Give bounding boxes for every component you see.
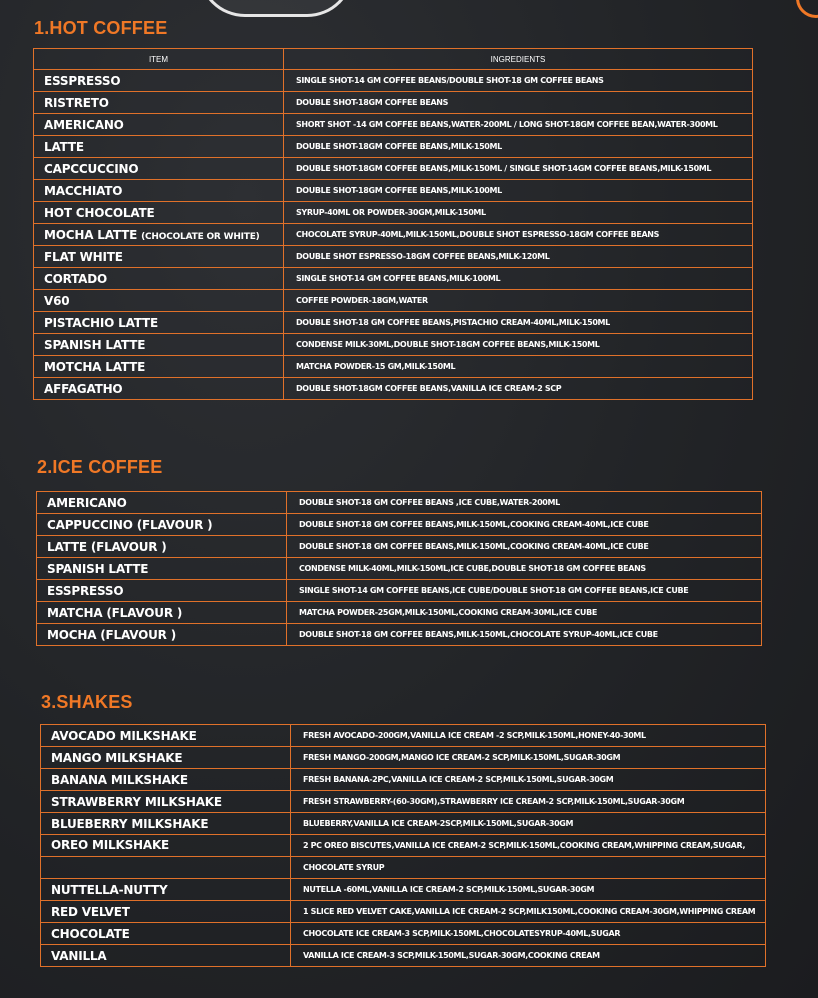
- table-row: [41, 835, 766, 879]
- item-ingredients: CONDENSE MILK-40ML,MILK-150ML,ICE CUBE,DOUBLE SHOT-18 GM COFFEE BEANS: [287, 558, 762, 580]
- item-ingredients: DOUBLE SHOT-18 GM COFFEE BEANS,MILK-150ML,COOKING CREAM-40ML,ICE CUBE: [287, 514, 762, 536]
- item-name: RISTRETO: [34, 92, 284, 114]
- item-ingredients: DOUBLE SHOT-18GM COFFEE BEANS,MILK-150ML: [284, 136, 753, 158]
- item-name: AMERICANO: [37, 492, 287, 514]
- item-name: RED VELVET: [41, 901, 291, 923]
- table-row: [34, 114, 753, 136]
- shakes-table: [40, 724, 766, 967]
- item-ingredients: SINGLE SHOT-14 GM COFFEE BEANS,ICE CUBE/DOUBLE SHOT-18 GM COFFEE BEANS,ICE CUBE: [287, 580, 762, 602]
- item-name: AMERICANO: [34, 114, 284, 136]
- item-ingredients: SINGLE SHOT-14 GM COFFEE BEANS,MILK-100ML: [284, 268, 753, 290]
- item-name: LATTE: [34, 136, 284, 158]
- item-ingredients: FRESH AVOCADO-200GM,VANILLA ICE CREAM -2 SCP,MILK-150ML,HONEY-40-30ML: [291, 725, 766, 747]
- item-name: SPANISH LATTE: [37, 558, 287, 580]
- column-header-item: ITEM: [34, 49, 284, 70]
- item-ingredients: COFFEE POWDER-18GM,WATER: [284, 290, 753, 312]
- item-ingredients: SINGLE SHOT-14 GM COFFEE BEANS/DOUBLE SHOT-18 GM COFFEE BEANS: [284, 70, 753, 92]
- item-ingredients: CHOCOLATE SYRUP-40ML,MILK-150ML,DOUBLE SHOT ESPRESSO-18GM COFFEE BEANS: [284, 224, 753, 246]
- item-name: BLUEBERRY MILKSHAKE: [41, 813, 291, 835]
- item-name: SPANISH LATTE: [34, 334, 284, 356]
- corner-decoration: [796, 0, 818, 18]
- item-name: BANANA MILKSHAKE: [41, 769, 291, 791]
- item-ingredients-continuation: CHOCOLATE SYRUP: [303, 863, 385, 872]
- item-ingredients: DOUBLE SHOT-18GM COFFEE BEANS,VANILLA ICE CREAM-2 SCP: [284, 378, 753, 400]
- item-name: PISTACHIO LATTE: [34, 312, 284, 334]
- item-name: ESSPRESSO: [37, 580, 287, 602]
- item-ingredients-cell: [291, 835, 766, 879]
- table-row: [34, 378, 753, 400]
- table-row: [34, 70, 753, 92]
- table-row: [37, 536, 762, 558]
- table-row: [41, 923, 766, 945]
- item-name: MATCHA (FLAVOUR ): [37, 602, 287, 624]
- table-row: [37, 580, 762, 602]
- item-name: LATTE (FLAVOUR ): [37, 536, 287, 558]
- item-ingredients: FRESH MANGO-200GM,MANGO ICE CREAM-2 SCP,MILK-150ML,SUGAR-30GM: [291, 747, 766, 769]
- table-row: [34, 246, 753, 268]
- table-row: [37, 514, 762, 536]
- table-row: [41, 791, 766, 813]
- item-ingredients: MATCHA POWDER-15 GM,MILK-150ML: [284, 356, 753, 378]
- item-ingredients: MATCHA POWDER-25GM,MILK-150ML,COOKING CREAM-30ML,ICE CUBE: [287, 602, 762, 624]
- section-title-hot-coffee: 1.HOT COFFEE: [34, 18, 168, 38]
- table-row: [41, 725, 766, 747]
- item-ingredients: FRESH STRAWBERRY-(60-30GM),STRAWBERRY ICE CREAM-2 SCP,MILK-150ML,SUGAR-30GM: [291, 791, 766, 813]
- table-row: [37, 558, 762, 580]
- table-row: [34, 224, 753, 246]
- table-row: [34, 180, 753, 202]
- table-row: [41, 901, 766, 923]
- item-ingredients: CONDENSE MILK-30ML,DOUBLE SHOT-18GM COFFEE BEANS,MILK-150ML: [284, 334, 753, 356]
- item-note: (CHOCOLATE OR WHITE): [141, 231, 260, 242]
- item-name: NUTTELLA-NUTTY: [41, 879, 291, 901]
- item-name: V60: [34, 290, 284, 312]
- item-ingredients: FRESH BANANA-2PC,VANILLA ICE CREAM-2 SCP,MILK-150ML,SUGAR-30GM: [291, 769, 766, 791]
- item-name: MACCHIATO: [34, 180, 284, 202]
- table-row: [41, 813, 766, 835]
- table-row: [41, 769, 766, 791]
- item-ingredients: VANILLA ICE CREAM-3 SCP,MILK-150ML,SUGAR-30GM,COOKING CREAM: [291, 945, 766, 967]
- item-name: AVOCADO MILKSHAKE: [41, 725, 291, 747]
- item-name: CAPPUCCINO (FLAVOUR ): [37, 514, 287, 536]
- hot-coffee-table: [33, 48, 753, 400]
- ice-coffee-table: [36, 491, 762, 646]
- item-ingredients: DOUBLE SHOT-18 GM COFFEE BEANS ,ICE CUBE,WATER-200ML: [287, 492, 762, 514]
- table-row: [41, 945, 766, 967]
- item-name: MOCHA LATTE: [44, 227, 138, 242]
- item-name: AFFAGATHO: [34, 378, 284, 400]
- item-name: OREO MILKSHAKE: [41, 835, 290, 857]
- table-header-row: [34, 49, 753, 70]
- item-ingredients: SHORT SHOT -14 GM COFFEE BEANS,WATER-200ML / LONG SHOT-18GM COFFEE BEAN,WATER-300ML: [284, 114, 753, 136]
- item-ingredients: 2 PC OREO BISCUTES,VANILLA ICE CREAM-2 SCP,MILK-150ML,COOKING CREAM,WHIPPING CREAM,SUGAR,: [291, 835, 765, 857]
- item-name: ESSPRESSO: [34, 70, 284, 92]
- item-ingredients: DOUBLE SHOT-18 GM COFFEE BEANS,MILK-150ML,CHOCOLATE SYRUP-40ML,ICE CUBE: [287, 624, 762, 646]
- item-ingredients: CHOCOLATE ICE CREAM-3 SCP,MILK-150ML,CHOCOLATESYRUP-40ML,SUGAR: [291, 923, 766, 945]
- section-title-ice-coffee: 2.ICE COFFEE: [37, 457, 163, 477]
- item-name: FLAT WHITE: [34, 246, 284, 268]
- table-row: [34, 312, 753, 334]
- table-row: [41, 879, 766, 901]
- section-title-shakes: 3.SHAKES: [41, 692, 133, 712]
- item-ingredients: BLUEBERRY,VANILLA ICE CREAM-2SCP,MILK-150ML,SUGAR-30GM: [291, 813, 766, 835]
- item-name-cell: [41, 835, 291, 879]
- item-ingredients: DOUBLE SHOT-18GM COFFEE BEANS: [284, 92, 753, 114]
- table-row: [34, 334, 753, 356]
- item-name: VANILLA: [41, 945, 291, 967]
- table-row: [34, 158, 753, 180]
- table-row: [34, 92, 753, 114]
- item-name: STRAWBERRY MILKSHAKE: [41, 791, 291, 813]
- item-ingredients: DOUBLE SHOT-18 GM COFFEE BEANS,MILK-150ML,COOKING CREAM-40ML,ICE CUBE: [287, 536, 762, 558]
- table-row: [37, 624, 762, 646]
- column-header-ingredients: INGREDIENTS: [284, 49, 753, 70]
- item-ingredients: SYRUP-40ML OR POWDER-30GM,MILK-150ML: [284, 202, 753, 224]
- table-row: [34, 202, 753, 224]
- item-name: HOT CHOCOLATE: [34, 202, 284, 224]
- table-row: [34, 356, 753, 378]
- item-ingredients: NUTELLA -60ML,VANILLA ICE CREAM-2 SCP,MILK-150ML,SUGAR-30GM: [291, 879, 766, 901]
- item-name: MOTCHA LATTE: [34, 356, 284, 378]
- brand-logo-fragment: [198, 0, 354, 17]
- table-row: [34, 136, 753, 158]
- item-ingredients: DOUBLE SHOT-18 GM COFFEE BEANS,PISTACHIO CREAM-40ML,MILK-150ML: [284, 312, 753, 334]
- item-name-cell: [34, 224, 284, 246]
- item-ingredients: DOUBLE SHOT ESPRESSO-18GM COFFEE BEANS,MILK-120ML: [284, 246, 753, 268]
- item-name-continuation: [41, 857, 290, 878]
- item-name: MANGO MILKSHAKE: [41, 747, 291, 769]
- table-row: [37, 492, 762, 514]
- item-name: CHOCOLATE: [41, 923, 291, 945]
- table-row: [37, 602, 762, 624]
- item-ingredients: DOUBLE SHOT-18GM COFFEE BEANS,MILK-100ML: [284, 180, 753, 202]
- table-row: [34, 290, 753, 312]
- table-row: [41, 747, 766, 769]
- item-ingredients: 1 SLICE RED VELVET CAKE,VANILLA ICE CREAM-2 SCP,MILK150ML,COOKING CREAM-30GM,WHIPPING CREAM: [291, 901, 766, 923]
- table-row: [34, 268, 753, 290]
- item-name: CAPCCUCCINO: [34, 158, 284, 180]
- item-name: MOCHA (FLAVOUR ): [37, 624, 287, 646]
- item-ingredients: DOUBLE SHOT-18GM COFFEE BEANS,MILK-150ML / SINGLE SHOT-14GM COFFEE BEANS,MILK-150ML: [284, 158, 753, 180]
- item-name: CORTADO: [34, 268, 284, 290]
